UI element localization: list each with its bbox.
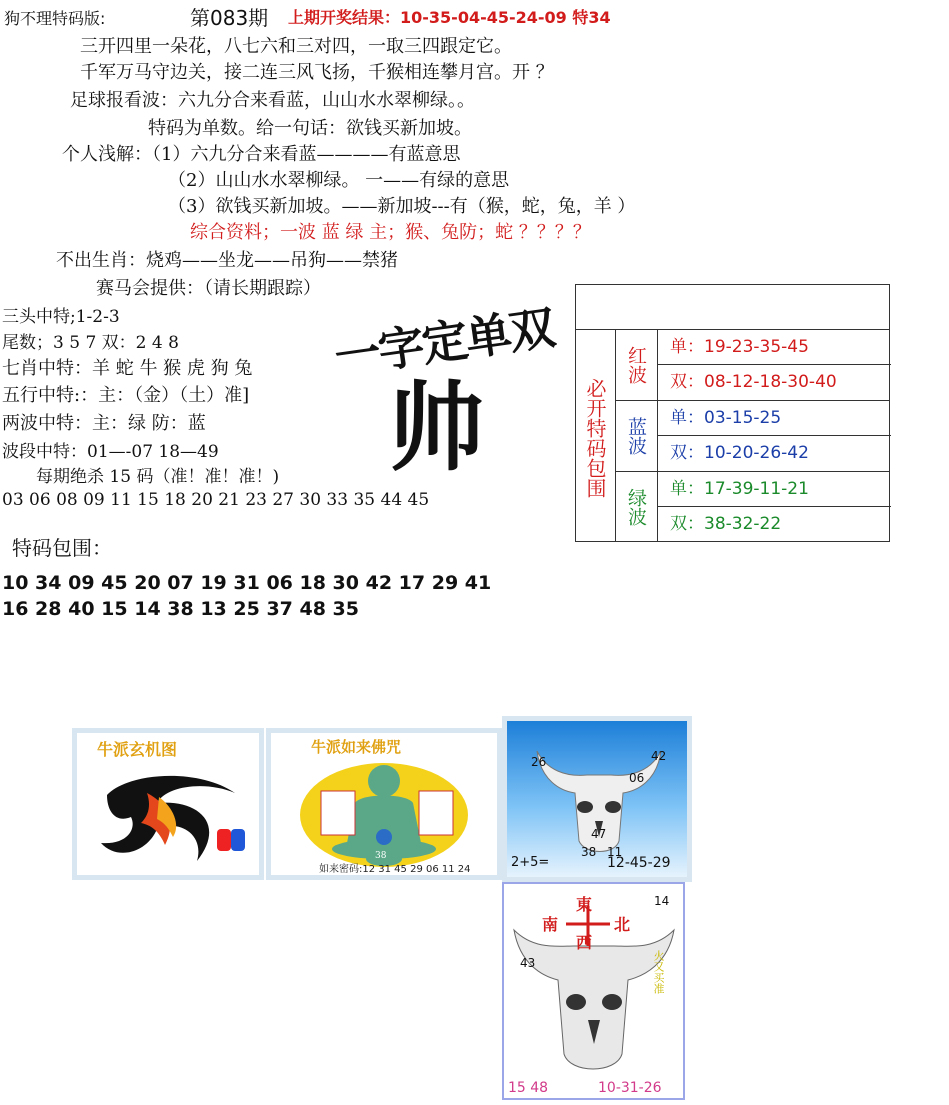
blue-wave-group [616, 401, 889, 472]
flame-swirl-graphic [77, 733, 259, 875]
poem-line-3: 足球报看波：六九分合来看蓝，山山水水翠柳绿。。 [70, 90, 475, 111]
buddha-picture [266, 728, 502, 880]
pic4-num-1: 14 [654, 894, 670, 908]
blue-even-row: 双：10-20-26-42 [670, 443, 809, 463]
direction-west: 西 [576, 933, 593, 952]
green-wave-label: 绿波 [616, 472, 658, 541]
green-odd-row: 单：17-39-11-21 [658, 472, 891, 507]
green-even-row: 双：38-32-22 [670, 514, 782, 534]
pic3-bottom-left: 2+5= [511, 855, 550, 870]
pic4-side-text: 火又买准 [652, 950, 665, 994]
red-odd-row: 单：19-23-35-45 [658, 330, 891, 365]
table-side-label: 必开特码包围 [576, 330, 616, 541]
direction-south: 南 [542, 915, 559, 934]
encircle-title: 特码包围： [12, 536, 112, 560]
pic2-numbers: 如来密码:12 31 45 29 06 11 24 [319, 864, 471, 875]
blue-wave-label: 蓝波 [616, 401, 658, 471]
wu-xing-line: 五行中特:：主：（金）（土）准] [2, 385, 250, 406]
issue-number: 第083期 [190, 6, 269, 30]
site-title: 狗不理特码版: [4, 9, 106, 28]
wave-encircle-table [575, 284, 890, 542]
summary-line: 综合资料；一波 蓝 绿 主；猴、兔防；蛇 ？？？？ [190, 222, 591, 243]
poem-line-7: （3）欲钱买新加坡。——新加坡---有（猴，蛇，兔，羊 ） [168, 196, 636, 217]
bull-skull-sky-picture [502, 716, 692, 882]
big-character-art: 帅 [388, 371, 484, 484]
pic3-num-3: 06 [629, 771, 645, 785]
red-wave-group [616, 330, 889, 401]
pic4-bottom-left: 15 48 [508, 1080, 549, 1096]
big-title-art: 一字定单双 [331, 300, 557, 385]
pic3-num-2: 42 [651, 749, 667, 763]
direction-north: 北 [614, 915, 631, 934]
direction-east: 東 [576, 895, 593, 914]
pic2-badge: 38 [375, 851, 387, 861]
pic4-bottom-right: 10-31-26 [598, 1080, 662, 1096]
poem-line-2: 千军万马守边关，接二连三风飞扬，千猴相连攀月宫。开 ？ [80, 62, 554, 83]
poem-line-4: 特码为单数。给一句话：欲钱买新加坡。 [148, 118, 472, 139]
blue-odd-row: 单：03-15-25 [658, 401, 891, 436]
wei-shu-line: 尾数；3 5 7 双：2 4 8 [2, 333, 179, 353]
pic3-num-1: 26 [531, 755, 547, 769]
kill-numbers: 03 06 08 09 11 15 18 20 21 23 27 30 33 35 44 45 [2, 490, 430, 510]
pic3-num-6: 11 [607, 845, 623, 859]
table-top-cell [576, 285, 889, 330]
bull-skull-compass-picture [502, 882, 685, 1100]
poem-line-5: 个人浅解：（1）六九分合来看蓝————有蓝意思 [62, 144, 461, 165]
encircle-line-1: 10 34 09 45 20 07 19 31 06 18 30 42 17 29 41 [2, 572, 492, 594]
san-tou-line: 三头中特;1-2-3 [2, 307, 120, 327]
pic4-num-2: 43 [520, 956, 536, 970]
red-wave-label: 红波 [616, 330, 658, 400]
poem-line-6: （2）山山水水翠柳绿。 一——有绿的意思 [168, 170, 510, 191]
bo-duan-line: 波段中特：01—-07 18—49 [2, 442, 219, 462]
pic3-num-5: 38 [581, 845, 597, 859]
liang-bo-line: 两波中特：主：绿 防：蓝 [2, 413, 206, 434]
poem-line-1: 三开四里一朵花，八七六和三对四，一取三四跟定它。 [80, 36, 512, 57]
green-wave-group [616, 472, 889, 541]
pic1-title: 牛派玄机图 [97, 740, 178, 759]
no-zodiac-line: 不出生肖：烧鸡——坐龙——吊狗——禁猪 [56, 250, 398, 271]
kill-title: 每期绝杀 15 码（准！准！准！) [36, 467, 280, 487]
red-even-row: 双：08-12-18-30-40 [670, 372, 837, 392]
skull-graphic [507, 721, 687, 877]
last-result: 上期开奖结果：10-35-04-45-24-09 特34 [288, 8, 611, 27]
encircle-line-2: 16 28 40 15 14 38 13 25 37 48 35 [2, 598, 359, 620]
provider-line: 赛马会提供：（请长期跟踪） [96, 278, 321, 299]
pic2-title: 牛派如来佛咒 [311, 738, 402, 756]
pic3-num-4: 47 [591, 827, 607, 841]
mystery-picture [72, 728, 264, 880]
qi-xiao-line: 七肖中特：羊 蛇 牛 猴 虎 狗 兔 [2, 358, 253, 379]
pic3-bottom-right: 12-45-29 [607, 855, 671, 871]
